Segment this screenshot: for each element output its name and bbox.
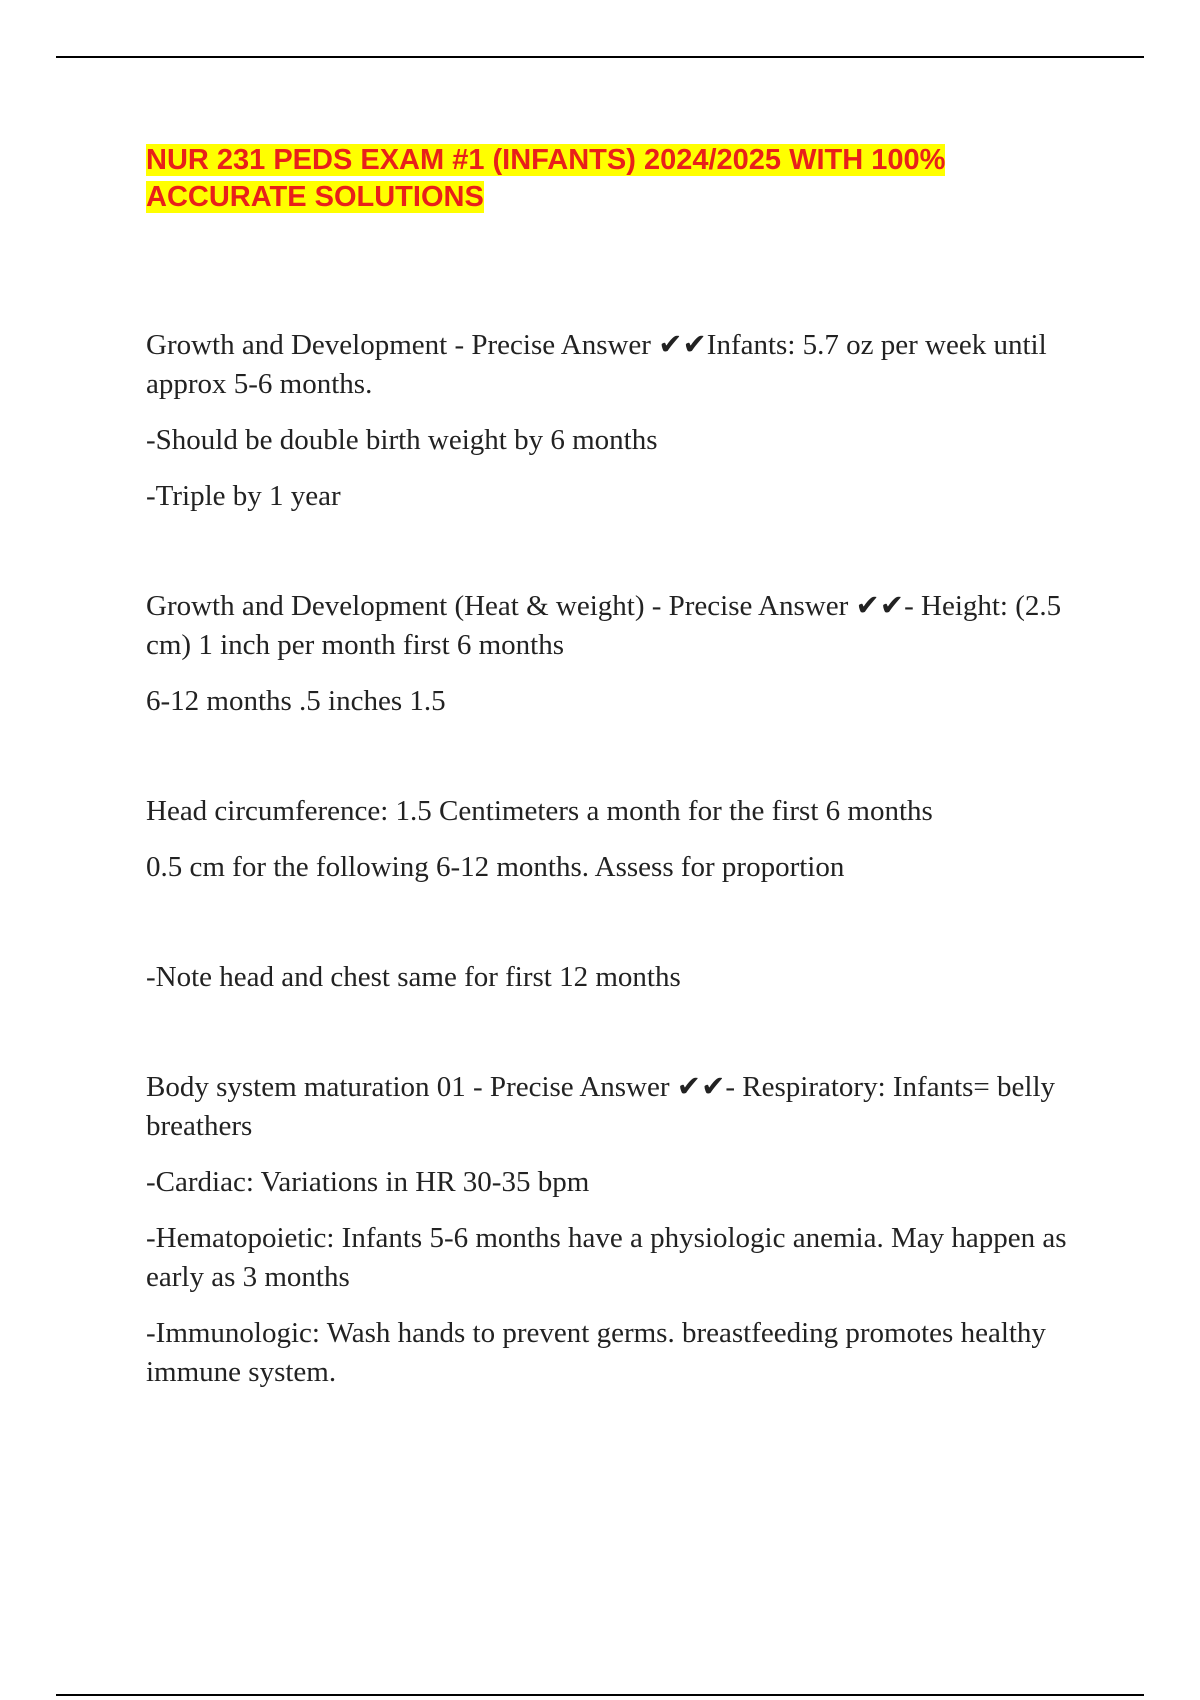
title-line-1: NUR 231 PEDS EXAM #1 (INFANTS) 2024/2025 WITH 100% xyxy=(146,144,946,176)
paragraph-head-chest-note: -Note head and chest same for first 12 months xyxy=(146,961,681,993)
paragraph-growth-height: Growth and Development (Heat & weight) - Precise Answer ✔✔- Height: (2.5 cm) 1 inch per month first 6 months xyxy=(146,590,1062,661)
paragraph-growth-weight: Growth and Development - Precise Answer ✔✔Infants: 5.7 oz per week until approx 5-6 months. xyxy=(146,329,1047,400)
top-rule xyxy=(56,56,1144,58)
paragraph-head-6-12: 0.5 cm for the following 6-12 months. Assess for proportion xyxy=(146,851,845,883)
paragraph-hematopoietic: -Hematopoietic: Infants 5-6 months have a physiologic anemia. May happen as early as 3 months xyxy=(146,1222,1067,1293)
paragraph-triple-weight: -Triple by 1 year xyxy=(146,480,341,512)
paragraph-head-circumference: Head circumference: 1.5 Centimeters a month for the first 6 months xyxy=(146,795,933,827)
paragraph-immunologic: -Immunologic: Wash hands to prevent germs. breastfeeding promotes healthy immune system. xyxy=(146,1317,1046,1388)
document-body xyxy=(146,142,1106,1409)
bottom-rule xyxy=(56,1694,1144,1696)
paragraph-double-birth-weight: -Should be double birth weight by 6 months xyxy=(146,424,658,456)
title-line-2: ACCURATE SOLUTIONS xyxy=(146,181,484,213)
paragraph-body-system-respiratory: Body system maturation 01 - Precise Answer ✔✔- Respiratory: Infants= belly breathers xyxy=(146,1071,1056,1142)
paragraph-height-6-12: 6-12 months .5 inches 1.5 xyxy=(146,685,446,717)
paragraph-cardiac: -Cardiac: Variations in HR 30-35 bpm xyxy=(146,1166,590,1198)
document-title xyxy=(146,142,1046,216)
